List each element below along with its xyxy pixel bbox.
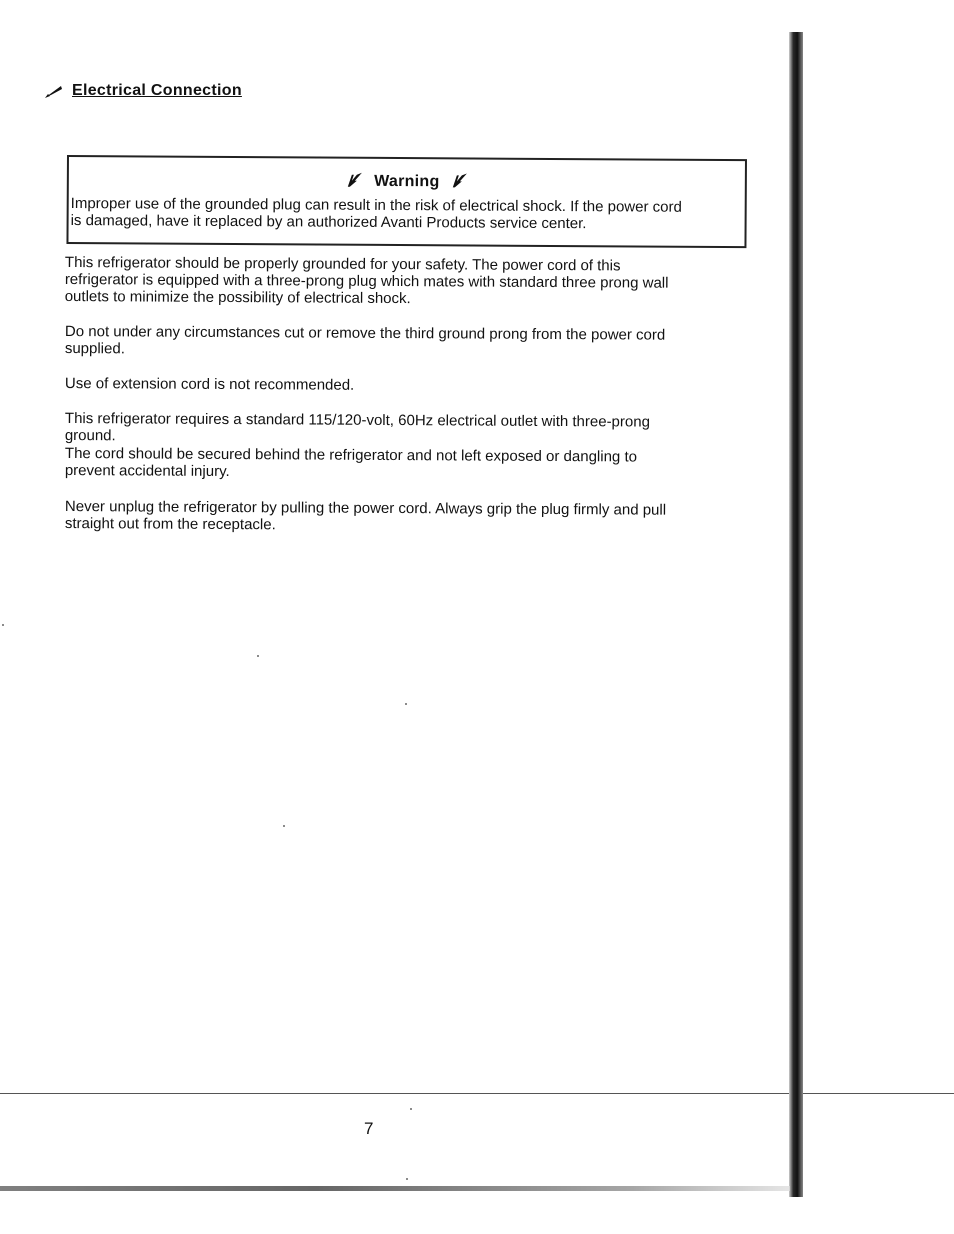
paragraph-line: Never unplug the refrigerator by pulling the power cord. Always grip the plug firmly and pull (64, 498, 667, 519)
paragraph-extension-cord (65, 375, 755, 396)
warning-line: Improper use of the grounded plug can result in the risk of electrical shock. If the power cord (70, 195, 682, 216)
scan-speck (283, 825, 285, 827)
page-number: 7 (364, 1119, 374, 1138)
scan-shadow-bottom (0, 1186, 790, 1191)
scan-speck (405, 703, 407, 705)
lightning-bolt-icon (450, 172, 468, 188)
paragraph-line: straight out from the receptacle. (64, 514, 276, 534)
paragraph-line: ground. (64, 426, 116, 445)
paragraph-line: outlets to minimize the possibility of electrical shock. (64, 287, 411, 308)
paragraph-line: The cord should be secured behind the refrigerator and not left exposed or dangling to (64, 445, 638, 466)
paragraph-ground-prong (65, 323, 755, 361)
footer-rule (0, 1093, 954, 1094)
warning-line: is damaged, have it replaced by an authorized Avanti Products service center. (70, 212, 587, 233)
scan-speck (406, 1178, 408, 1180)
paragraph-line: prevent accidental injury. (64, 461, 230, 481)
paragraph-line: Use of extension cord is not recommended. (64, 375, 355, 394)
scan-speck (257, 655, 259, 657)
paragraph-line: supplied. (64, 339, 125, 358)
warning-box (66, 155, 747, 248)
warning-title-row (69, 170, 745, 193)
pencil-arrow-icon (44, 83, 64, 99)
paragraph-cord-securing (65, 445, 755, 483)
paragraph-unplugging (65, 498, 755, 536)
scan-speck (2, 624, 4, 626)
paragraph-line: This refrigerator requires a standard 115/120-volt, 60Hz electrical outlet with three-prong (64, 410, 651, 431)
section-title: Electrical Connection (72, 82, 242, 99)
section-heading (44, 82, 242, 100)
warning-title: Warning (374, 172, 440, 191)
paragraph-outlet-requirement (65, 410, 755, 448)
paragraph-grounding (65, 254, 755, 309)
paragraph-line: This refrigerator should be properly grounded for your safety. The power cord of this (64, 254, 621, 275)
paragraph-line: refrigerator is equipped with a three-prong plug which mates with standard three prong wall (64, 270, 669, 292)
warning-text (71, 195, 747, 233)
paragraph-line: Do not under any circumstances cut or remove the third ground prong from the power cord (64, 323, 666, 344)
scan-speck (410, 1108, 412, 1110)
lightning-bolt-icon (345, 172, 363, 188)
scan-shadow-edge (789, 32, 803, 1197)
